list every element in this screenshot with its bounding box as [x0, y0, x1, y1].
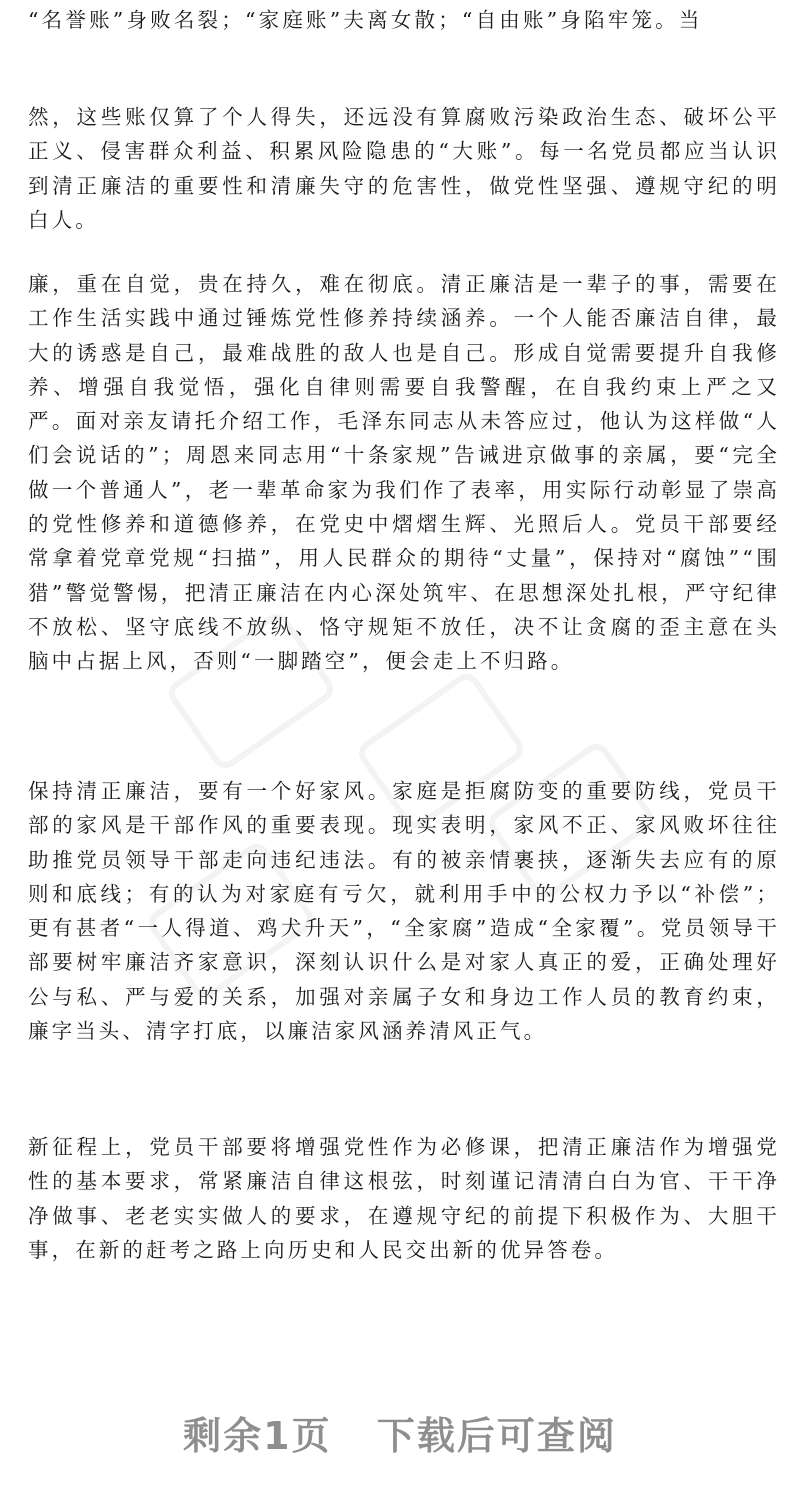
download-hint-label: 下载后可查阅 [376, 1414, 617, 1458]
paragraph: 廉，重在自觉，贵在持久，难在彻底。清正廉洁是一辈子的事，需要在工作生活实践中通过锤炼党性修养持续涵养。一个人能否廉洁自律，最大的诱惑是自己，最难战胜的敌人也是自己。形成自觉需要提升自我修养、增强自我觉悟，强化自律则需要自我警醒，在自我约束上严之又严。面对亲友请托介绍工作，毛泽东同志从未答应过，他认为这样做“人们会说话的”；周恩来同志用“十条家规”告诫进京做事的亲属，要“完全做一个普通人”，老一辈革命家为我们作了表率，用实际行动彰显了崇高的党性修养和道德修养，在党史中熠熠生辉、光照后人。党员干部要经常拿着党章党规“扫描”，用人民群众的期待“丈量”，保持对“腐蚀”“围猎”警觉警惕，把清正廉洁在内心深处筑牢、在思想深处扎根，严守纪律不放松、坚守底线不放纵、恪守规矩不放任，决不让贪腐的歪主意在头脑中占据上风，否则“一脚踏空”，便会走上不归路。 [28, 272, 780, 674]
first-line-text: “名誉账”身败名裂；“家庭账”夫离女散；“自由账”身陷牢笼。当 [28, 8, 703, 32]
paragraph: 保持清正廉洁，要有一个好家风。家庭是拒腐防变的重要防线，党员干部的家风是干部作风的重要表现。现实表明，家风不正、家风败坏往往助推党员领导干部走向违纪违法。有的被亲情裹挟，逐渐失去应有的原则和底线；有的认为对家庭有亏欠，就利用手中的公权力予以“补偿”；更有甚者“一人得道、鸡犬升天”，“全家腐”造成“全家覆”。党员领导干部要树牢廉洁齐家意识，深刻认识什么是对家人真正的爱，正确处理好公与私、严与爱的关系，加强对亲属子女和身边工作人员的教育约束，廉字当头、清字打底，以廉洁家风涵养清风正气。 [28, 779, 780, 1044]
paragraph: 新征程上，党员干部要将增强党性作为必修课，把清正廉洁作为增强党性的基本要求，常紧廉洁自律这根弦，时刻谨记清清白白为官、干干净净做事、老老实实做人的要求，在遵规守纪的前提下积极作为、大胆干事，在新的赶考之路上向历史和人民交出新的优异答卷。 [28, 1135, 780, 1262]
remaining-pages-banner[interactable] [0, 1405, 800, 1460]
remaining-pages-label: 剩余1页 [183, 1414, 332, 1458]
paragraph: 然，这些账仅算了个人得失，还远没有算腐败污染政治生态、破坏公平正义、侵害群众利益、积累风险隐患的“大账”。每一名党员都应当认识到清正廉洁的重要性和清廉失守的危害性，做党性坚强、遵规守纪的明白人。 [28, 105, 780, 232]
